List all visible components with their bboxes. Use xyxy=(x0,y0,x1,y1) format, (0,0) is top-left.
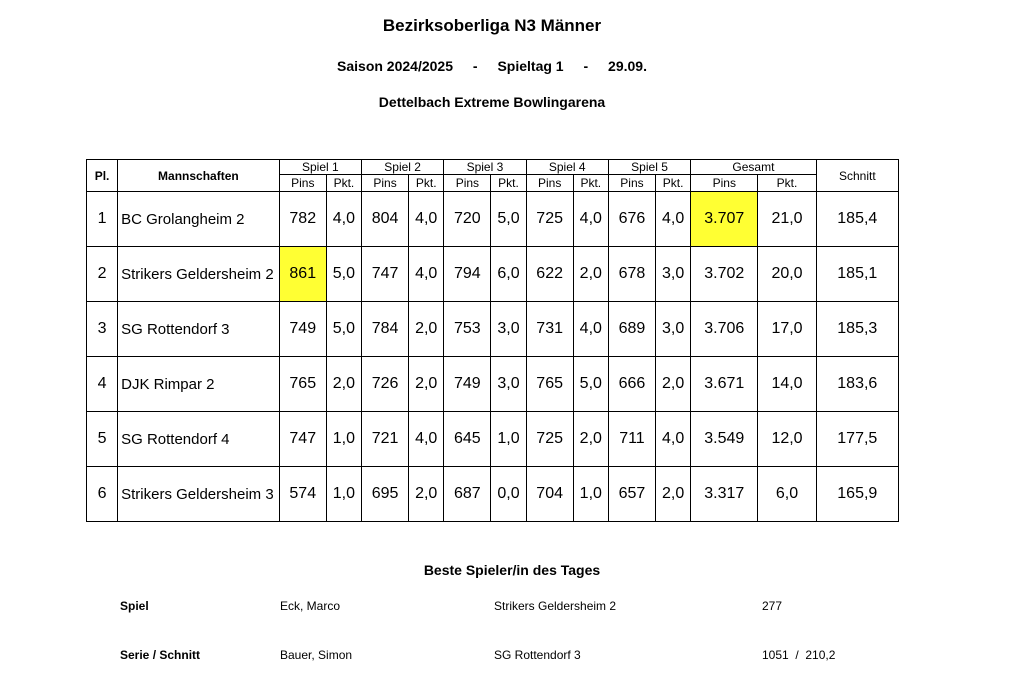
pins-cell: 721 xyxy=(361,412,408,467)
pins-cell: 784 xyxy=(361,302,408,357)
col-place-header: Pl. xyxy=(87,160,118,192)
points-cell: 4,0 xyxy=(573,302,608,357)
points-cell: 1,0 xyxy=(491,412,526,467)
points-cell: 5,0 xyxy=(491,192,526,247)
points-cell: 2,0 xyxy=(656,357,691,412)
points-cell: 5,0 xyxy=(573,357,608,412)
total-points-cell: 14,0 xyxy=(758,357,816,412)
average-cell: 185,3 xyxy=(816,302,898,357)
points-cell: 2,0 xyxy=(573,412,608,467)
pins-cell: 725 xyxy=(526,192,573,247)
pins-subheader: Pins xyxy=(444,175,491,192)
total-points-cell: 17,0 xyxy=(758,302,816,357)
points-cell: 4,0 xyxy=(656,412,691,467)
total-points-cell: 20,0 xyxy=(758,247,816,302)
best-players-title: Beste Spieler/in des Tages xyxy=(423,562,601,578)
pins-cell: 687 xyxy=(444,467,491,522)
total-points-cell: 21,0 xyxy=(758,192,816,247)
pins-subheader: Pins xyxy=(279,175,326,192)
place-cell: 2 xyxy=(87,247,118,302)
pins-cell: 704 xyxy=(526,467,573,522)
points-cell: 2,0 xyxy=(326,357,361,412)
pins-cell: 725 xyxy=(526,412,573,467)
average-cell: 183,6 xyxy=(816,357,898,412)
total-pins-cell: 3.707 xyxy=(691,192,758,247)
place-cell: 3 xyxy=(87,302,118,357)
table-row xyxy=(87,192,899,247)
points-subheader: Pkt. xyxy=(491,175,526,192)
points-cell: 2,0 xyxy=(573,247,608,302)
pins-cell: 747 xyxy=(361,247,408,302)
best-value: 1051 / 210,2 xyxy=(762,648,836,662)
pins-cell: 657 xyxy=(608,467,655,522)
pins-cell: 749 xyxy=(444,357,491,412)
pins-cell: 678 xyxy=(608,247,655,302)
pins-cell: 726 xyxy=(361,357,408,412)
points-cell: 3,0 xyxy=(491,357,526,412)
pins-cell: 804 xyxy=(361,192,408,247)
total-pins-cell: 3.549 xyxy=(691,412,758,467)
points-cell: 4,0 xyxy=(326,192,361,247)
points-cell: 1,0 xyxy=(326,412,361,467)
points-cell: 4,0 xyxy=(656,192,691,247)
points-subheader: Pkt. xyxy=(758,175,816,192)
pins-subheader: Pins xyxy=(361,175,408,192)
points-subheader: Pkt. xyxy=(409,175,444,192)
avg-header: Schnitt xyxy=(816,160,898,192)
game-5-header: Spiel 5 xyxy=(608,160,690,175)
pins-cell: 574 xyxy=(279,467,326,522)
pins-cell: 666 xyxy=(608,357,655,412)
points-cell: 1,0 xyxy=(326,467,361,522)
pins-cell: 695 xyxy=(361,467,408,522)
total-pins-cell: 3.671 xyxy=(691,357,758,412)
total-points-cell: 6,0 xyxy=(758,467,816,522)
points-cell: 3,0 xyxy=(656,302,691,357)
pins-cell: 731 xyxy=(526,302,573,357)
separator: - xyxy=(472,58,478,74)
total-pins-cell: 3.317 xyxy=(691,467,758,522)
points-subheader: Pkt. xyxy=(326,175,361,192)
points-cell: 4,0 xyxy=(573,192,608,247)
average-cell: 185,4 xyxy=(816,192,898,247)
average-cell: 165,9 xyxy=(816,467,898,522)
pins-cell: 861 xyxy=(279,247,326,302)
game-2-header: Spiel 2 xyxy=(361,160,443,175)
place-cell: 1 xyxy=(87,192,118,247)
game-4-header: Spiel 4 xyxy=(526,160,608,175)
total-pins-cell: 3.702 xyxy=(691,247,758,302)
team-cell: SG Rottendorf 3 xyxy=(118,302,280,357)
team-cell: Strikers Geldersheim 2 xyxy=(118,247,280,302)
venue-label: Dettelbach Extreme Bowlingarena xyxy=(378,94,606,110)
best-player: Eck, Marco xyxy=(280,599,341,613)
results-table xyxy=(86,159,899,522)
total-header: Gesamt xyxy=(691,160,816,175)
pins-cell: 689 xyxy=(608,302,655,357)
team-cell: BC Grolangheim 2 xyxy=(118,192,280,247)
best-category: Serie / Schnitt xyxy=(120,648,201,662)
game-1-header: Spiel 1 xyxy=(279,160,361,175)
season-label: Saison 2024/2025 xyxy=(337,58,453,74)
pins-cell: 765 xyxy=(526,357,573,412)
matchday-label: Spieltag 1 xyxy=(497,58,564,74)
best-team: SG Rottendorf 3 xyxy=(494,648,581,662)
points-cell: 2,0 xyxy=(409,467,444,522)
page-title: Bezirksoberliga N3 Männer xyxy=(382,16,602,35)
pins-cell: 782 xyxy=(279,192,326,247)
points-cell: 5,0 xyxy=(326,302,361,357)
pins-cell: 711 xyxy=(608,412,655,467)
table-row xyxy=(87,247,899,302)
best-player: Bauer, Simon xyxy=(280,648,353,662)
team-cell: Strikers Geldersheim 3 xyxy=(118,467,280,522)
pins-cell: 720 xyxy=(444,192,491,247)
table-row xyxy=(87,302,899,357)
pins-subheader: Pins xyxy=(608,175,655,192)
points-cell: 5,0 xyxy=(326,247,361,302)
total-points-cell: 12,0 xyxy=(758,412,816,467)
pins-subheader: Pins xyxy=(691,175,758,192)
points-subheader: Pkt. xyxy=(573,175,608,192)
pins-cell: 765 xyxy=(279,357,326,412)
points-cell: 3,0 xyxy=(656,247,691,302)
pins-cell: 676 xyxy=(608,192,655,247)
points-cell: 1,0 xyxy=(573,467,608,522)
table-row xyxy=(87,412,899,467)
pins-cell: 749 xyxy=(279,302,326,357)
points-cell: 4,0 xyxy=(409,412,444,467)
separator: - xyxy=(583,58,589,74)
place-cell: 6 xyxy=(87,467,118,522)
best-value: 277 xyxy=(762,599,783,613)
points-cell: 2,0 xyxy=(409,302,444,357)
points-cell: 2,0 xyxy=(409,357,444,412)
pins-cell: 794 xyxy=(444,247,491,302)
points-cell: 4,0 xyxy=(409,247,444,302)
best-category: Spiel xyxy=(120,599,149,613)
pins-subheader: Pins xyxy=(526,175,573,192)
place-cell: 4 xyxy=(87,357,118,412)
pins-cell: 622 xyxy=(526,247,573,302)
pins-cell: 753 xyxy=(444,302,491,357)
date-label: 29.09. xyxy=(608,58,647,74)
points-cell: 6,0 xyxy=(491,247,526,302)
total-pins-cell: 3.706 xyxy=(691,302,758,357)
team-cell: SG Rottendorf 4 xyxy=(118,412,280,467)
game-3-header: Spiel 3 xyxy=(444,160,526,175)
table-row xyxy=(87,357,899,412)
table-row xyxy=(87,467,899,522)
pins-cell: 645 xyxy=(444,412,491,467)
best-team: Strikers Geldersheim 2 xyxy=(494,599,617,613)
team-cell: DJK Rimpar 2 xyxy=(118,357,280,412)
points-subheader: Pkt. xyxy=(656,175,691,192)
average-cell: 185,1 xyxy=(816,247,898,302)
points-cell: 2,0 xyxy=(656,467,691,522)
col-team-header: Mannschaften xyxy=(118,160,280,192)
points-cell: 3,0 xyxy=(491,302,526,357)
pins-cell: 747 xyxy=(279,412,326,467)
points-cell: 4,0 xyxy=(409,192,444,247)
place-cell: 5 xyxy=(87,412,118,467)
average-cell: 177,5 xyxy=(816,412,898,467)
season-line xyxy=(0,58,1004,74)
points-cell: 0,0 xyxy=(491,467,526,522)
